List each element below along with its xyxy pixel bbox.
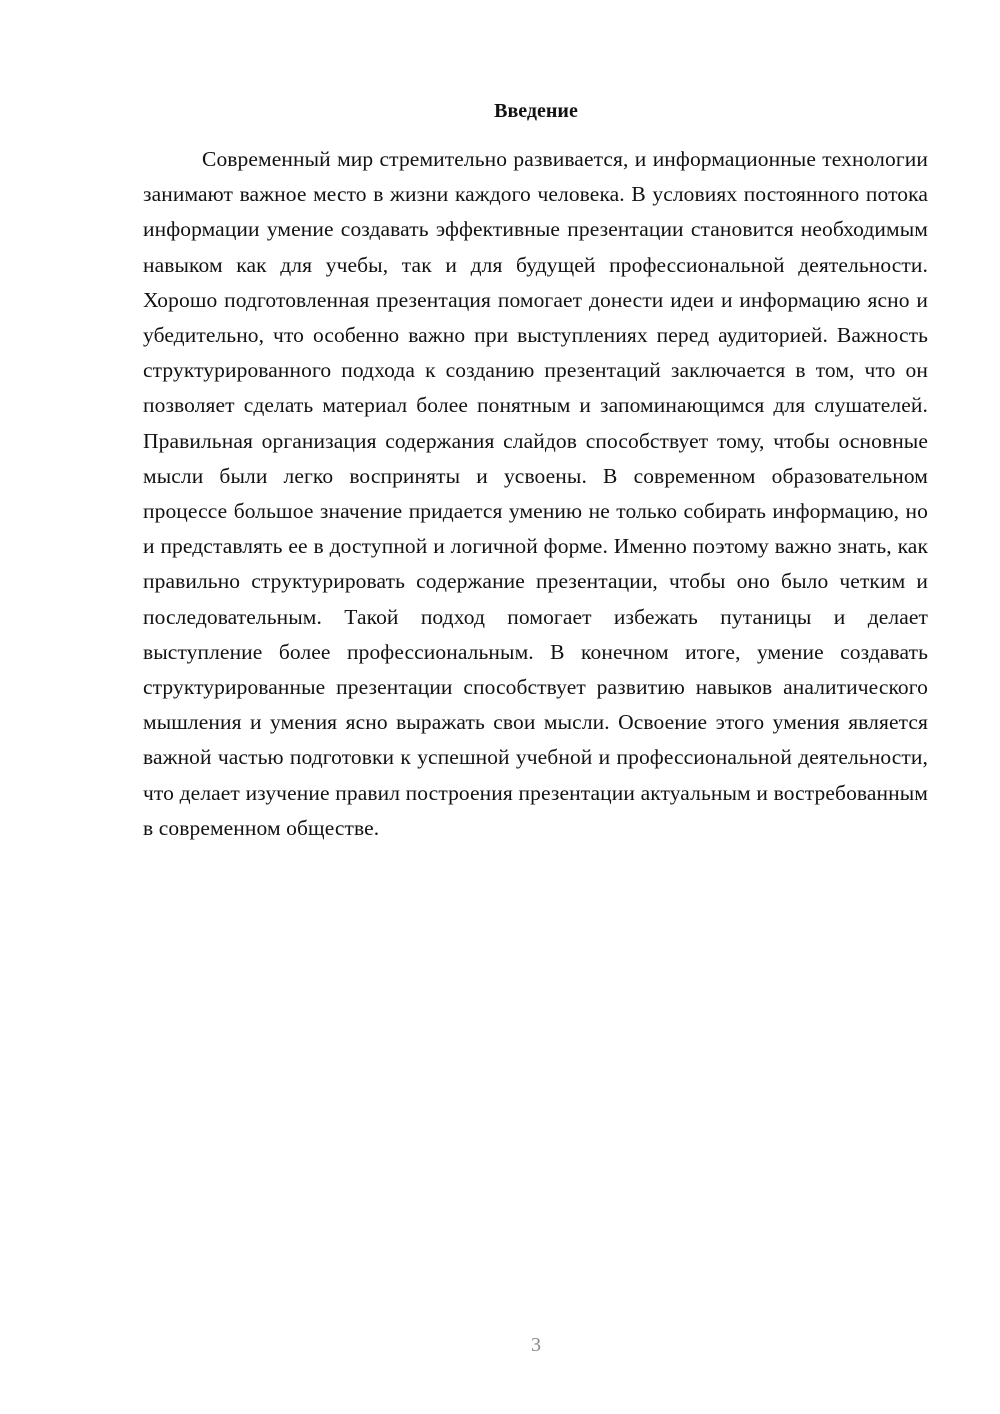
body-paragraph: Современный мир стремительно развивается, и информационные технологии занимают важное место в жизни каждого человека. В условиях постоянного потока информации умение создавать эффективные презентации становится необходимым навыком как для учебы, так и для будущей профессиональной деятельности. Хорошо подготовленная презентация помогает донести идеи и информацию ясно и убедительно, что особенно важно при выступлениях перед аудиторией. Важность структурированного подхода к созданию презентаций заключается в том, что он позволяет сделать материал более понятным и запоминающимся для слушателей. Правильная организация содержания слайдов способствует тому, чтобы основные мысли были легко восприняты и усвоены. В современном образовательном процессе большое значение придается умению не только собирать информацию, но и представлять ее в доступной и логичной форме. Именно поэтому важно знать, как правильно структурировать содержание презентации, чтобы оно было четким и последовательным. Такой подход помогает избежать путаницы и делает выступление более профессиональным. В конечном итоге, умение создавать структурированные презентации способствует развитию навыков аналитического мышления и умения ясно выражать свои мысли. Освоение этого умения является важной частью подготовки к успешной учебной и профессиональной деятельности, что делает изучение правил построения презентации актуальным и востребованным в современном обществе. bbox=[143, 147, 928, 840]
page-number: 3 bbox=[531, 1334, 541, 1356]
section-heading: Введение bbox=[494, 100, 578, 122]
